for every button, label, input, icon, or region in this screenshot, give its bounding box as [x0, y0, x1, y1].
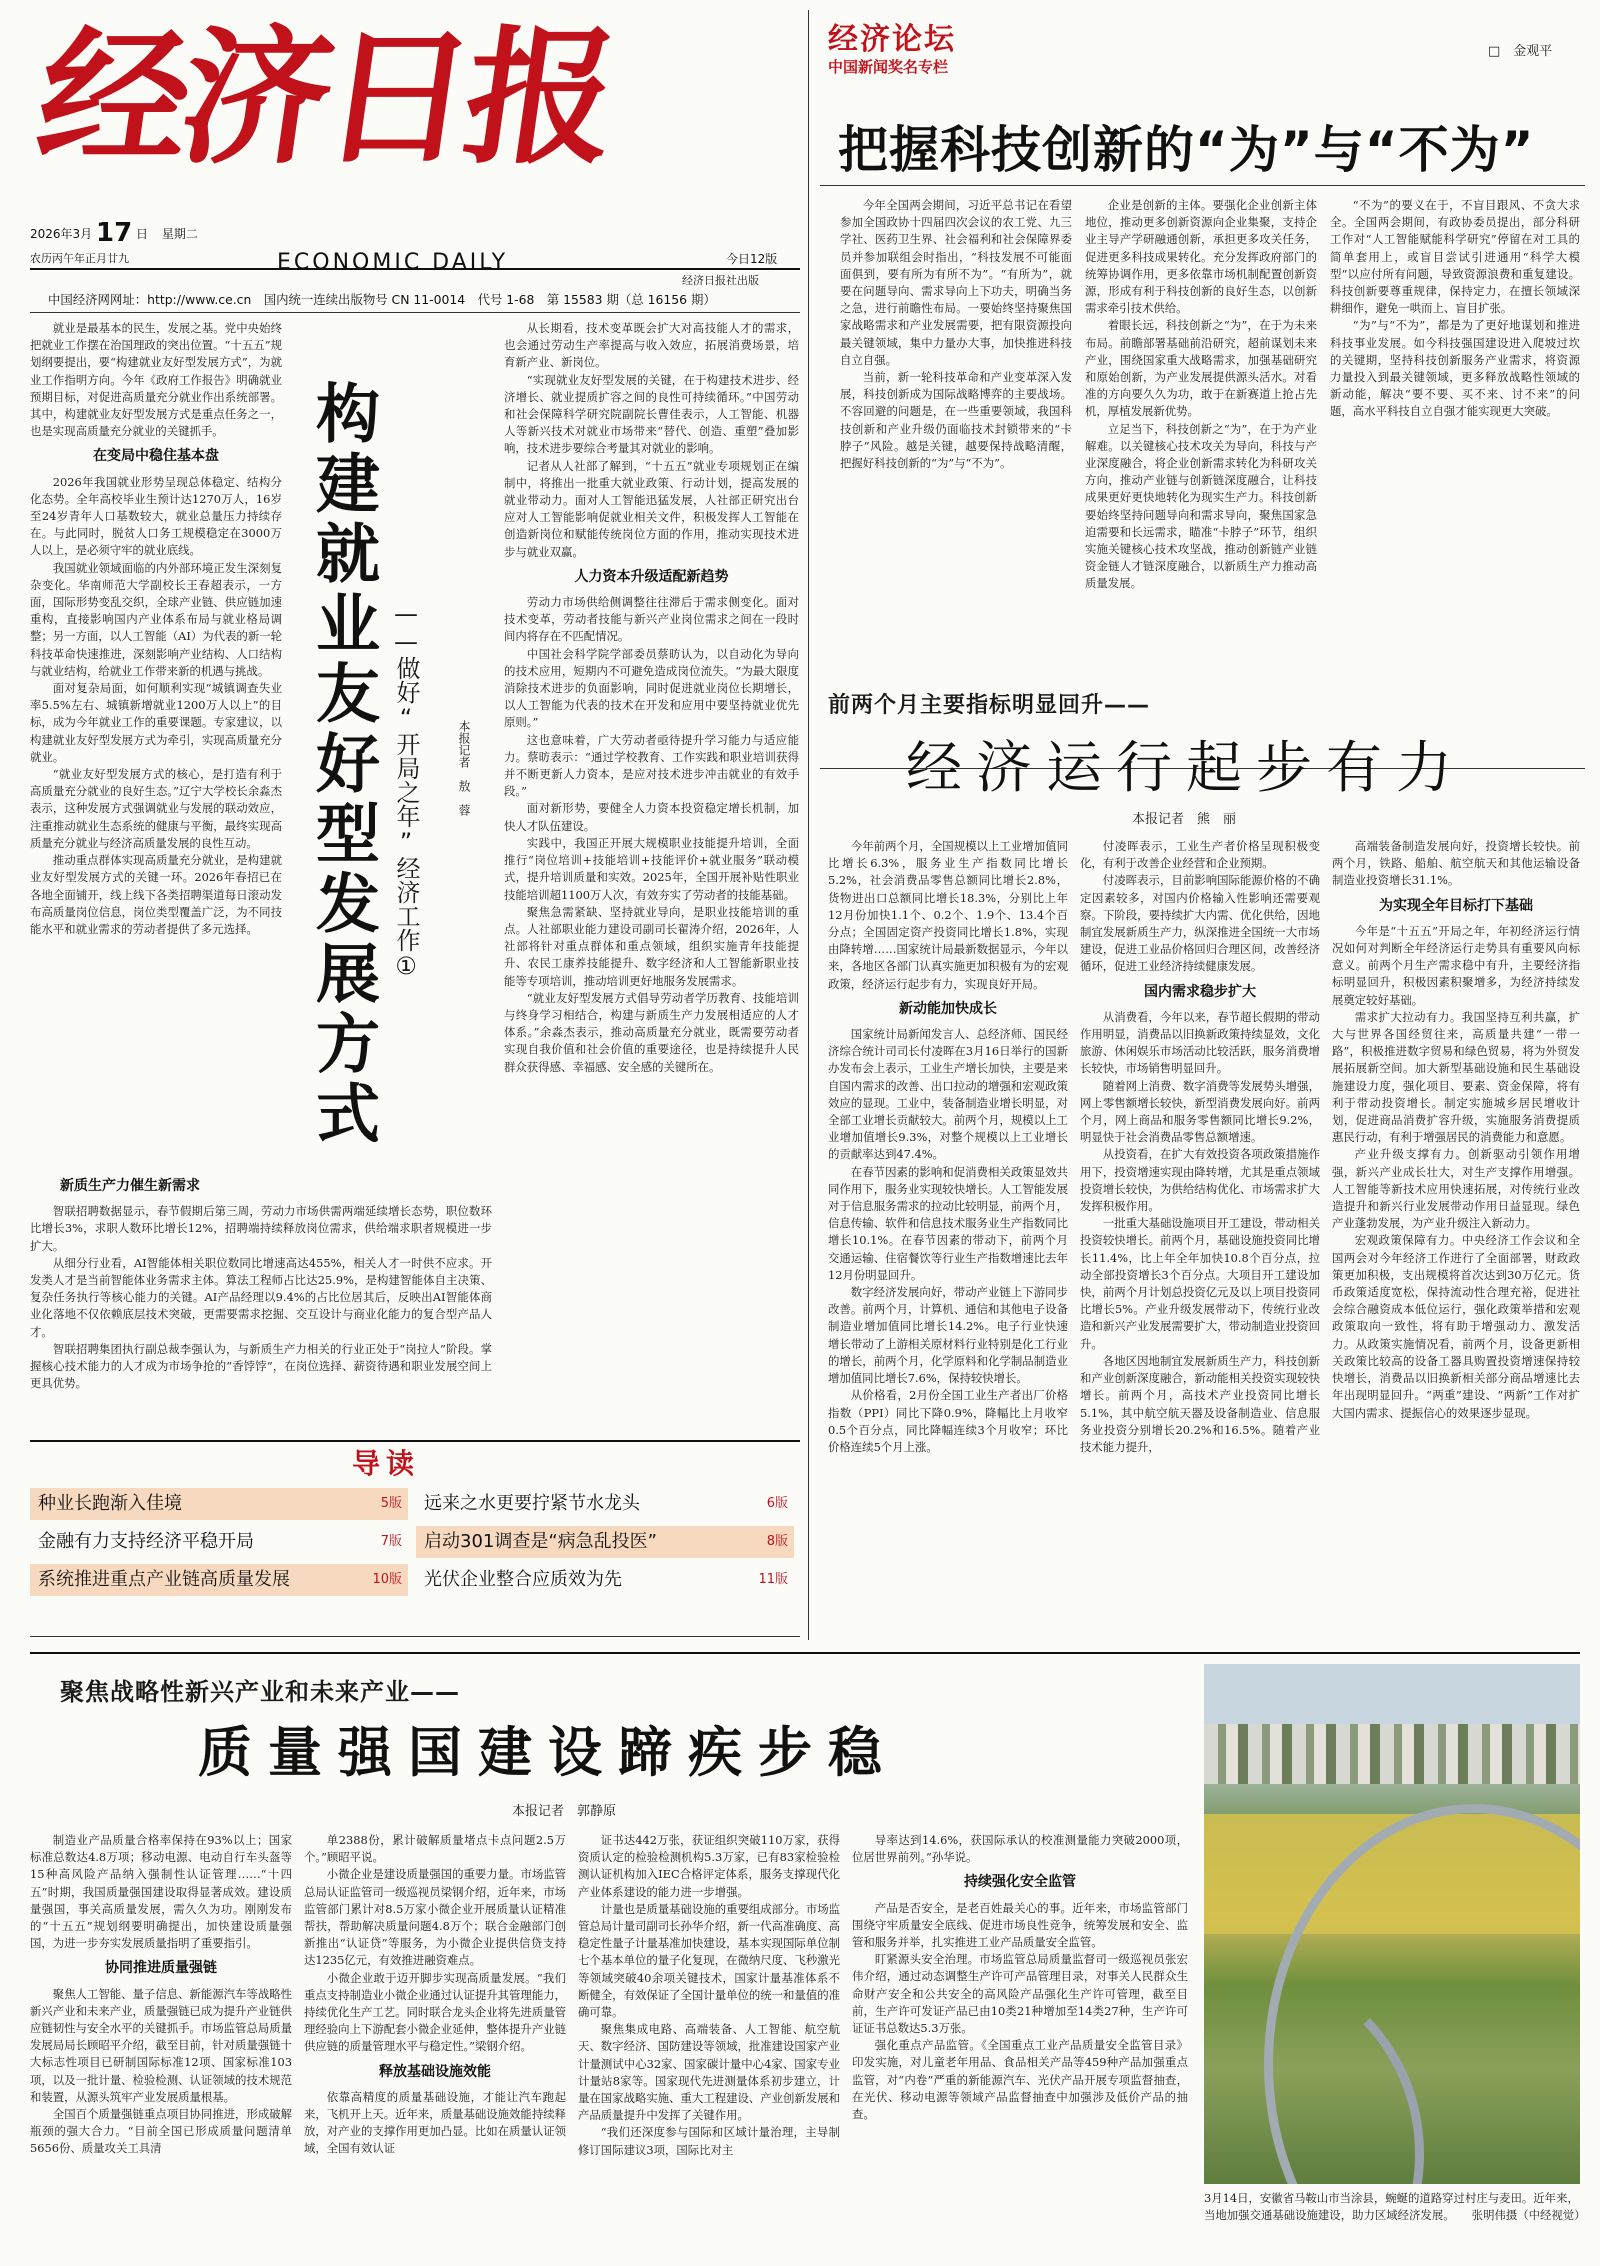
quality-paragraph: 全国百个质量强链重点项目协同推进，形成破解瓶颈的强大合力。“目前全国已形成质量问题清单5656份、质量攻关工具清: [30, 2107, 292, 2156]
economy-paragraph: 今年是“十五五”开局之年，年初经济运行情况如何对判断全年经济运行走势具有重要风向标意义。前两个月生产需求稳中有升，主要经济指标明显回升，积极因素积聚增多，为经济持续发展奠定较好基础。: [1332, 923, 1580, 1007]
guide-item-1[interactable]: [30, 1488, 408, 1520]
employment-subtitle: ——做好“开局之年”经济工作①: [392, 600, 420, 980]
guide-item-title: 启动301调查是“病急乱投医”: [424, 1531, 658, 1552]
guide-item-page: 6版: [766, 1496, 788, 1511]
page-count: 今日12版: [726, 252, 778, 266]
quality-subhead: 释放基础设施效能: [379, 2063, 491, 2080]
forum-paragraph: 今年全国两会期间，习近平总书记在看望参加全国政协十四届四次会议的农工党、九三学社、医药卫生界、社会福利和社会保障界委员并参加联组会时指出，“科技发展不可能面面俱到，要有所为有所不为”。“有所为”，就要在问题导向、需求导向上下功夫，明确当务之急，进行前瞻性布局。一要始终坚持聚焦国家战略需求和产业发展需要，把有限资源投向最关键领域，集中力量办大事，加快推进科技自立自强。: [840, 198, 1072, 367]
forum-rule: [820, 185, 1585, 186]
quality-headline: 质量强国建设蹄疾步稳: [198, 1721, 898, 1784]
guide-item-page: 11版: [758, 1572, 788, 1587]
employment-paragraph: 我国就业领域面临的内外部环境正发生深刻复杂变化。华南师范大学副校长王春超表示，一方面，国际形势变乱交织，全球产业链、供应链加速重构，直接影响国内产业体系布局与就业格局调整；另一方面，以人工智能（AI）为代表的新一轮科技革命快速推进，深刻影响产业结构、人口结构与就业结构，给就业工作带来新的机遇与挑战。: [30, 560, 282, 678]
economy-column-2: [1080, 838, 1320, 1628]
photo-village: [1204, 1724, 1580, 1784]
economy-paragraph: 高端装备制造发展向好，投资增长较快。前两个月，铁路、船舶、航空航天和其他运输设备制造业投资增长31.1%。: [1332, 839, 1580, 888]
employment-paragraph: 面对复杂局面，如何顺利实现“城镇调查失业率5.5%左右、城镇新增就业1200万人以上”的目标，成为今年就业工作的重要课题。专家建议，以构建就业友好型发展方式为牵引，实现高质量充分就业。: [30, 681, 282, 764]
quality-kicker: 聚焦战略性新兴产业和未来产业——: [60, 1678, 460, 1706]
economy-column-3: [1332, 838, 1580, 1628]
economy-paragraph: 需求扩大拉动有力。我国坚持互利共赢，扩大与世界各国经贸往来，高质量共建“一带一路”，积极推进数字贸易和绿色贸易，将为外贸发展拓展新空间。加大新型基础设施和民生基础设施建设力度，强化项目、要素、资金保障，将有利于带动投资增长。制定实施城乡居民增收计划，促进商品消费扩容升级，实施服务消费提质惠民行动，有利于增强居民的消费能力和意愿。: [1332, 1009, 1580, 1145]
guide-item-page: 8版: [766, 1534, 788, 1549]
economy-paragraph: 从消费看，今年以来，春节超长假期的带动作用明显，消费品以旧换新政策持续显效，文化旅游、休闲娱乐市场活动比较活跃，服务消费增长较快，市场销售明显回升。: [1080, 1009, 1320, 1076]
forum-author: □ 金观平: [1488, 44, 1553, 59]
guide-item-title: 系统推进重点产业链高质量发展: [38, 1569, 290, 1590]
forum-paragraph: 着眼长远，科技创新之“为”，在于为未来布局。前瞻部署基础前沿研究，超前谋划未来产业，围绕国家重大战略需求，加强基础研究和原始创新，为产业发展提供源头活水。对看准的方向要久久为功，敢于在新赛道上抢占先机，厚植发展新优势。: [1085, 318, 1317, 419]
guide-item-title: 远来之水更要拧紧节水龙头: [424, 1493, 640, 1514]
guide-item-2[interactable]: [416, 1488, 794, 1520]
guide-item-page: 5版: [380, 1496, 402, 1511]
forum-paragraph: “为”与“不为”，都是为了更好地谋划和推进科技事业发展。如今科技强国建设进入爬坡过坎的关键期，坚持科技创新服务产业需求，将资源力量投入到最关键领域，更多释放战略性领域的新动能，解决“要不要、买不来、讨不来”的问题，高水平科技自立自强才能实现更大突破。: [1330, 318, 1580, 419]
forum-paragraph: 立足当下，科技创新之“为”，在于为产业解难。以关键核心技术攻关为导向，科技与产业深度融合，将企业创新需求转化为科研攻关方向，推动产业链与创新链深度融合，让科技成果更好更快地转化为现实生产力。科技创新要始终坚持问题导向和需求导向，聚焦国家急迫需要和长远需求，瞄准“卡脖子”环节，组织实施关键核心技术攻坚战，推动创新链产业链资金链人才链深度融合，以新质生产力推动高质量发展。: [1085, 421, 1317, 591]
quality-subhead: 协同推进质量强链: [105, 1960, 217, 1977]
employment-paragraph: 推动重点群体实现高质量充分就业，是构建就业友好型发展方式的关键一环。2026年春招已在各地全面铺开，线上线下各类招聘渠道每日滚动发布高质量岗位信息，岗位类型覆盖广泛，为不同技能水平和就业需求的劳动者提供了多元选择。: [30, 853, 282, 936]
employment-paragraph: 智联招聘数据显示，春节假期后第三周，劳动力市场供需两端延续增长态势，职位数环比增长3%，求职人数环比增长12%，招聘端持续释放岗位需求，供给端求职者规模进一步扩大。: [30, 1204, 492, 1253]
quality-paragraph: 聚焦集成电路、高端装备、人工智能、航空航天、数字经济、国防建设等领域，批准建设国家产业计量测试中心32家、国家碳计量中心4家、国家专业计量站8家等。国家现代先进测量体系初步建立，计量在国家战略实施、重大工程建设、产业创新发展和产品质量提升中发挥了关键作用。: [578, 2022, 840, 2123]
quality-paragraph: 聚焦人工智能、量子信息、新能源汽车等战略性新兴产业和未来产业，质量强链已成为提升产业链供应链韧性与安全水平的关键抓手。市场监管总局质量发展局局长顾昭平介绍，截至目前，针对质量强链十大标志性项目已研制国际标准12项、国家标准103项，以及一批计量、检验检测、认证领域的技术规范和装置，从源头筑牢产业发展质量根基。: [30, 1986, 292, 2104]
employment-paragraph: 实践中，我国正开展大规模职业技能提升培训，全面推行“岗位培训+技能培训+技能评价+就业服务”联动模式，提升培训质量和实效。2025年，全国开展补贴性职业技能培训超1100万人次，有效夯实了劳动者的技能基础。: [504, 835, 799, 902]
economy-paragraph: 从投资看，在扩大有效投资各项政策措施作用下，投资增速实现由降转增，尤其是重点领域投资增长较快，为供给结构优化、市场需求扩大发挥积极作用。: [1080, 1147, 1320, 1214]
guide-item-page: 10版: [372, 1572, 402, 1587]
forum-column-award: 中国新闻奖名专栏: [828, 58, 949, 76]
employment-paragraph: 聚焦急需紧缺、坚持就业导向，是职业技能培训的重点。人社部职业能力建设司副司长翟涛介绍，2026年，人社部将针对重点群体和重点领域，组织实施青年技能提升、农民工康养技能提升、数字经济和人工智能新职业技能等专项培训，推动培训更好地服务发展需求。: [504, 904, 799, 988]
employment-paragraph: 从细分行业看，AI智能体相关职位数同比增速高达455%，相关人才一时供不应求。开发类人才是当前智能体业务需求主体。算法工程师占比达25.9%，是构建智能体自主决策、复杂任务执行等核心能力的关键。AI产品经理以9.4%的占比位居其后，反映出AI智能体商业化落地不仅依赖底层技术突破，更需要需求挖掘、交互设计与商业化能力的复合型产品人才。: [30, 1255, 492, 1339]
economy-subhead: 国内需求稳步扩大: [1144, 983, 1256, 1000]
employment-headline: 构建就业友好型发展方式: [305, 380, 379, 1150]
quality-paragraph: 强化重点产品监管。《全国重点工业产品质量安全监管目录》印发实施，对儿童老年用品、食品相关产品等459种产品加强重点监管，对“内卷”严重的新能源汽车、光伏产品开展专项监督抽查，在光伏、移动电源等领域产品监督抽查中加强涉及低价产品的抽查。: [852, 2038, 1188, 2122]
date-day: 17: [96, 218, 133, 248]
quality-paragraph: “我们还深度参与国际和区域计量治理，主导制修订国际建议3项，国际比对主: [578, 2125, 840, 2157]
forum-column-2: [1085, 197, 1317, 757]
economy-paragraph: 在春节因素的影响和促消费相关政策显效共同作用下，服务业实现较快增长。人工智能发展对于信息服务需求的拉动比较明显，前两个月，信息传输、软件和信息技术服务业生产指数同比增长10.1%。在春节因素的带动下，前两个月交通运输、住宿餐饮等行业生产指数增速比去年12月份明显回升。: [828, 1164, 1068, 1282]
employment-paragraph: “实现就业友好型发展的关键，在于构建技术进步、经济增长、就业提质扩容之间的良性可持续循环。”中国劳动和社会保障科学研究院副院长曹佳表示，人工智能、机器人等新兴技术对就业市场带来“替代、创造、重塑”叠加影响，技术进步要综合考量其对就业的影响。: [504, 372, 799, 456]
economy-paragraph: 一批重大基础设施项目开工建设，带动相关投资较快增长。前两个月，基础设施投资同比增长11.4%，比上年全年加快10.8个百分点，拉动全部投资增长3个百分点。大项目开工建设加快，前两个月计划总投资亿元及以上项目投资同比增长5%。产业升级发展带动下，传统行业改造和新兴产业发展需要扩大，带动制造业投资回升。: [1080, 1216, 1320, 1351]
english-name: ECONOMIC DAILY: [277, 250, 509, 275]
employment-subhead: 新质生产力催生新需求: [60, 1178, 200, 1194]
employment-paragraph: 面对新形势，要健全人力资本投资稳定增长机制，加快人才队伍建设。: [504, 801, 799, 833]
quality-paragraph: 制造业产品质量合格率保持在93%以上；国家标准总数达4.8万项；移动电源、电动自行车头盔等15种高风险产品纳入强制性认证管理……“十四五”时期，我国质量强国建设取得显著成效。建设质量强国，事关高质量发展，需久久为功。刚刚发布的“十五五”规划纲要明确提出，加快建设质量强国，为进一步夯实发展质量指明了重要指引。: [30, 1833, 292, 1951]
forum-column-name: 经济论坛: [828, 22, 956, 57]
employment-paragraph: “就业友好型发展方式的核心，是打造有利于高质量充分就业的良好生态。”辽宁大学校长余淼杰表示，这种发展方式强调就业与发展的联动效应，注重推动就业生态系统的健康与平衡，最终实现高质量充分就业与经济高质量发展的良性互动。: [30, 767, 282, 850]
quality-subhead: 持续强化安全监管: [964, 1874, 1076, 1891]
newspaper-logo: 经济日报: [27, 11, 621, 185]
guide-item-title: 种业长跑渐入佳境: [38, 1493, 182, 1514]
forum-headline: 把握科技创新的“为”与“不为”: [838, 121, 1535, 179]
issue-date: [30, 218, 330, 248]
forum-paragraph: 企业是创新的主体。要强化企业创新主体地位，推动更多创新资源向企业集聚，支持企业主导产学研融通创新，承担更多攻关任务，促进更多科技成果转化。充分发挥政府部门的统筹协调作用，更多依靠市场机制配置创新资源，形成有利于科技创新的良好生态，以创新需求牵引技术供给。: [1085, 198, 1317, 316]
guide-title: 导读: [352, 1447, 421, 1480]
news-photo: [1204, 1664, 1580, 2184]
economy-paragraph: 付凌晖表示，目前影响国际能源价格的不确定因素较多，对国内价格输入性影响还需要观察。下阶段，要持续扩大内需、优化供给，因地制宜发展新质生产力，纵深推进全国统一大市场建设，促进工业品价格回归合理区间，改善经济循环，促进工业经济持续健康发展。: [1080, 873, 1320, 974]
economy-paragraph: 今年前两个月，全国规模以上工业增加值同比增长6.3%，服务业生产指数同比增长5.2%，社会消费品零售总额同比增长2.8%，货物进出口总额同比增长18.3%，分别比上年12月份加快1.1个、0.2个、1.9个、13.4个百分点；全国固定资产投资同比增长1.8%，实现由降转增……国家统计局最新数据显示，今年以来，各地区各部门认真实施更加积极有为的宏观政策，经济运行起步有力，实现良好开局。: [828, 839, 1068, 991]
employment-paragraph: “就业友好型发展方式倡导劳动者学历教育、技能培训与终身学习相结合，构建与新质生产力发展相适应的人才体系。”余淼杰表示，推动高质量充分就业，既需要劳动者实现自我价值和社会价值的重要途径，也是持续提升人民群众获得感、幸福感、安全感的关键所在。: [504, 990, 799, 1074]
economy-column-1: [828, 838, 1068, 1628]
economy-paragraph: 付凌晖表示，工业生产者价格呈现积极变化，有利于改善企业经营和企业预期。: [1080, 839, 1320, 871]
economy-subhead: 新动能加快成长: [899, 1000, 997, 1017]
date-year-month: 2026年3月: [30, 227, 93, 241]
quality-column-2: [304, 1832, 566, 2257]
employment-column-3: [504, 320, 799, 1425]
employment-subhead: 在变局中稳住基本盘: [93, 448, 219, 465]
employment-paragraph: 从长期看，技术变革既会扩大对高技能人才的需求，也会通过劳动生产率提高与收入效应，拓展消费场景，培育新产业、新岗位。: [504, 321, 799, 370]
masthead-rule: [30, 268, 800, 270]
employment-paragraph: 就业是最基本的民生，发展之基。党中央始终把就业工作摆在治国理政的突出位置。“十五五”规划纲要提出，要“构建就业友好型发展方式”，为就业工作指明方向。今年《政府工作报告》明确就业预期目标，对促进高质量充分就业作出系统部署。其中，构建就业友好型发展方式是重点任务之一，也是实现高质量充分就业的关键抓手。: [30, 321, 282, 439]
forum-paragraph: 当前，新一轮科技革命和产业变革深入发展，科技创新成为国际战略博弈的主要战场。不容回避的问题是，在一些重要领域，我国科技创新和产业升级仍面临技术封锁带来的“卡脖子”风险。越是关键，越要保持战略清醒，把握好科技创新的“为”与“不为”。: [840, 370, 1072, 471]
publisher: 经济日报社出版: [682, 274, 759, 287]
bottom-section-rule: [30, 1652, 1580, 1654]
quality-column-4: [852, 1832, 1188, 2257]
quality-paragraph: 依靠高精度的质量基础设施，才能让汽车跑起来，飞机开上天。近年来，质量基础设施效能持续释放，对产业的支撑作用更加凸显。比如在质量认证领域，全国有效认证: [304, 2089, 566, 2156]
date-day-suffix: 日: [136, 227, 149, 241]
forum-column-3: [1330, 197, 1580, 757]
info-rule: [30, 312, 800, 313]
economy-paragraph: 宏观政策保障有力。中央经济工作会议和全国两会对今年经济工作进行了全面部署，财政政策更加积极，支出规模将首次达到30万亿元。货币政策适度宽松，保持流动性合理充裕，促进社会综合融资成本低位运行，强化政策举措和宏观政策取向一致性，将有助于增强动力、激发活力。从政策实施情况看，前两个月，设备更新相关政策比较高的设备工器具购置投资增速保持较快增长，消费品以旧换新相关部分商品增速比去年出现明显回升。“两重”建设、“两新”工作对扩大国内需求、提振信心的效果逐步显现。: [1332, 1233, 1580, 1420]
quality-paragraph: 小微企业是建设质量强国的重要力量。市场监管总局认证监管司一级巡视员梁钢介绍，近年来，市场监管部门累计对8.5万家小微企业开展质量认证精准帮扶，帮助解决质量问题4.8万个；联合金融部门创新推出“认证贷”等服务，为小微企业提供信贷支持达1235亿元，有效推进融资难点。: [304, 1867, 566, 1968]
photo-caption: 3月14日，安徽省马鞍山市当涂县，蜿蜒的道路穿过村庄与麦田。近年来，当地加强交通基础设施建设，助力区域经济发展。 张明伟摄（中经视觉）: [1204, 2191, 1586, 2222]
economy-paragraph: 产业升级支撑有力。创新驱动引领作用增强，新兴产业成长壮大，对生产支撑作用增强。人工智能等新技术应用快速拓展，对传统行业改造提升和新兴行业发展带动作用日益显现。绿色产业蓬勃发展，为产业升级注入新动力。: [1332, 1147, 1580, 1231]
economy-headline: 经济运行起步有力: [906, 736, 1466, 801]
economy-paragraph: 随着网上消费、数字消费等发展势头增强，网上零售额增长较快，新型消费发展向好。前两个月，网上商品和服务零售额同比增长9.2%，明显快于社会消费品零售总额增速。: [1080, 1078, 1320, 1145]
economy-paragraph: 从价格看，2月份全国工业生产者出厂价格指数（PPI）同比下降0.9%，降幅比上月收窄0.5个百分点，同比降幅连续3个月收窄；环比价格连续5个月上涨。: [828, 1388, 1068, 1454]
quality-byline: 本报记者 郭静原: [512, 1804, 617, 1819]
economy-paragraph: 国家统计局新闻发言人、总经济师、国民经济综合统计司司长付凌晖在3月16日举行的国新办发布会上表示，工业生产增长加快，主要是来自国内需求的改善、出口拉动的增强和宏观政策效应的显现。工业中，装备制造业增长明显，对全部工业增长贡献较大。前两个月，规模以上工业增加值增长9.3%，对整个规模以上工业增长的贡献率达到47.4%。: [828, 1027, 1068, 1162]
guide-item-5[interactable]: [30, 1564, 408, 1596]
quality-paragraph: 单2388份，累计破解质量堵点卡点问题2.5万个。”顾昭平说。: [304, 1833, 566, 1865]
guide-item-6[interactable]: [416, 1564, 794, 1596]
employment-paragraph: 中国社会科学院学部委员蔡昉认为，以自动化为导向的技术应用，短期内不可避免造成岗位流失。“为最大限度消除技术进步的负面影响，同时促进就业岗位长期增长，以人工智能为代表的技术在开发和应用中要坚持就业优先原则。”: [504, 646, 799, 730]
guide-item-4[interactable]: [416, 1526, 794, 1558]
guide-item-page: 7版: [380, 1534, 402, 1549]
quality-paragraph: 导率达到14.6%，获国际承认的校准测量能力突破2000项，位居世界前列。”孙华说。: [852, 1833, 1188, 1865]
quality-paragraph: 盯紧源头安全治理。市场监管总局质量监督司一级巡视员张宏伟介绍，通过动态调整生产许可产品管理目录，对事关人民群众生命财产安全和公共安全的高风险产品强化生产许可管理，截至目前，生产许可发证产品已由10类21种增加至14类27种，生产许可证证书总数达5.3万张。: [852, 1952, 1188, 2036]
top-divider: [808, 10, 809, 1640]
employment-subhead: 人力资本升级适配新趋势: [574, 568, 729, 585]
employment-paragraph: 智联招聘集团执行副总裁李强认为，与新质生产力相关的行业正处于“岗拉人”阶段。掌握核心技术能力的人才成为市场争抢的“香饽饽”，在岗位选择、薪资待遇和职业发展空间上更具优势。: [30, 1341, 492, 1391]
economy-subhead: 为实现全年目标打下基础: [1379, 897, 1533, 914]
quality-paragraph: 计量也是质量基础设施的重要组成部分。市场监管总局计量司副司长孙华介绍，新一代高准确度、高稳定性量子计量基准加快建设，基本实现国际单位制七个基本单位的量子化复现，在微纳尺度、飞秒激光等领域突破40余项关键技术，国家计量基准体系不断健全，有效保证了全国计量单位的统一和量值的准确可靠。: [578, 1901, 840, 2020]
economy-paragraph: 各地区因地制宜发展新质生产力，科技创新和产业创新深度融合，新动能相关投资实现较快增长。前两个月，高技术产业投资同比增长5.1%，其中航空航天器及设备制造业、信息服务业投资分别增长20.2%和16.5%。随着产业技术能力提升，: [1080, 1353, 1320, 1454]
guide-bottom-rule: [30, 1636, 800, 1637]
economy-kicker: 前两个月主要指标明显回升——: [828, 693, 1151, 718]
masthead: [27, 8, 800, 213]
forum-paragraph: “不为”的要义在于，不盲目跟风、不贪大求全。全国两会期间，有政协委员提出，部分科研工作对“人工智能赋能科学研究”停留在对工具的简单套用上，或盲目尝试引进通用“科学大模型”以应付所有问题，导致资源浪费和重复建设。科技创新要尊重规律，保持定力，在擅长领域深耕细作，避免一哄而上、盲目扩张。: [1330, 198, 1580, 316]
quality-paragraph: 产品是否安全，是老百姓最关心的事。近年来，市场监管部门围绕守牢质量安全底线、促进市场良性竞争，统筹发展和安全、监管和服务并举，扎实推进工业产品质量安全监管。: [852, 1900, 1188, 1950]
employment-byline: 本报记者 敖 蓉: [457, 720, 471, 816]
guide-item-title: 金融有力支持经济平稳开局: [38, 1531, 254, 1552]
info-line: 中国经济网网址：http://www.ce.cn 国内统一连续出版物号 CN 11-0014 代号 1-68 第 15583 期（总 16156 期）: [48, 292, 716, 307]
economy-paragraph: 数字经济发展向好，带动产业链上下游同步改善。前两个月，计算机、通信和其他电子设备制造业增加值同比增长14.2%。电子行业快速增长带动了上游相关原材料行业特别是化工行业的增长，前两个月，化学原料和化学制品制造业增加值同比增长7.6%，保持较快增长。: [828, 1285, 1068, 1386]
guide-item-title: 光伏企业整合应质效为先: [424, 1569, 622, 1590]
employment-paragraph: 这也意味着，广大劳动者亟待提升学习能力与适应能力。蔡昉表示：“通过学校教育、工作实践和职业培训获得并不断更新人力资本，是应对技术进步冲击就业的有效手段。”: [504, 732, 799, 799]
employment-paragraph: 记者从人社部了解到，“十五五”就业专项规划正在编制中，将推出一批重大就业政策、行动计划，提高发展的就业带动力。面对人工智能迅猛发展，人社部正研究出台应对人工智能影响促就业相关文件，积极发挥人工智能在创造新岗位和赋能传统岗位方面的作用，推动实现技术进步与就业双赢。: [504, 458, 799, 559]
guide-list: [30, 1488, 800, 1628]
quality-column-3: [578, 1832, 840, 2257]
quality-column-1: [30, 1832, 292, 2257]
lunar-date: 农历丙午年正月廿九: [30, 252, 129, 265]
quality-paragraph: 小微企业敢于迈开脚步实现高质量发展。“我们重点支持制造业小微企业通过认证提升其管理能力，持续优化生产工艺。同时联合龙头企业将先进质量管理经验向上下游配套小微企业延伸，整体提升产业链供应链的质量管理水平与稳定性。”梁钢介绍。: [304, 1970, 566, 2054]
weekday: 星期二: [161, 227, 198, 241]
employment-paragraph: 劳动力市场供给侧调整往往滞后于需求侧变化。面对技术变革，劳动者技能与新兴产业岗位需求之间在一段时间内将存在不匹配情况。: [504, 595, 799, 644]
employment-paragraph: 2026年我国就业形势呈现总体稳定、结构分化态势。全年高校毕业生预计达1270万人，16岁至24岁青年人口基数较大，就业总量压力持续存在。与此同时，脱贫人口务工规模稳定在3000万人以上，是必须守牢的就业底线。: [30, 474, 282, 558]
forum-column-1: [840, 197, 1072, 757]
quality-paragraph: 证书达442万张，获证组织突破110万家，获得资质认定的检验检测机构5.3万家，已有83家检验检测认证机构加入IEC合格评定体系，服务支撑现代化产业体系建设的能力进一步增强。: [578, 1833, 840, 1899]
economy-byline: 本报记者 熊 丽: [1132, 812, 1237, 827]
guide-item-3[interactable]: [30, 1526, 408, 1558]
employment-column-2: [30, 1170, 492, 1425]
